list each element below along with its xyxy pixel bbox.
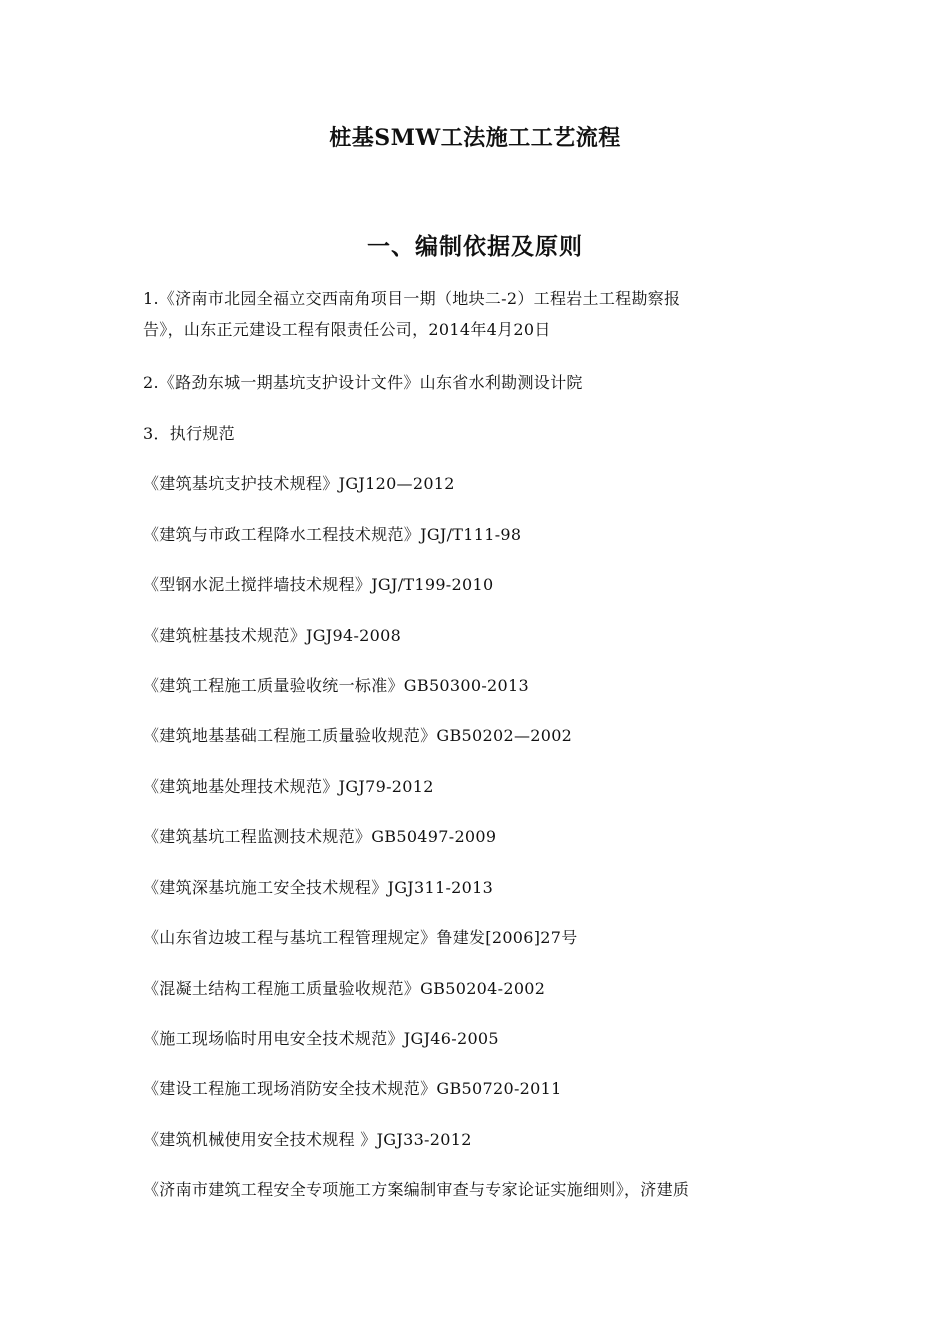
standard-item: 《建筑机械使用安全技术规程 》JGJ33-2012 (143, 1130, 472, 1149)
standard-item: 《济南市建筑工程安全专项施工方案编制审查与专家论证实施细则》，济建质 (143, 1180, 690, 1199)
standard-item: 《建筑深基坑施工安全技术规程》JGJ311-2013 (143, 878, 494, 897)
standard-item: 《建筑地基处理技术规范》JGJ79-2012 (143, 777, 434, 796)
standard-item: 《山东省边坡工程与基坑工程管理规定》鲁建发[2006]27号 (143, 928, 578, 947)
standard-item: 《建筑地基基础工程施工质量验收规范》GB50202—2002 (143, 726, 573, 745)
basis-item-1 (143, 283, 818, 345)
standard-item: 《建筑基坑支护技术规程》JGJ120—2012 (143, 474, 455, 493)
section-heading: 一、编制依据及原则 (367, 233, 583, 260)
basis-item-1-line-1: 1.《济南市北园全福立交西南角项目一期（地块二-2）工程岩土工程勘察报 (143, 289, 681, 308)
standard-item: 《建筑基坑工程监测技术规范》GB50497-2009 (143, 827, 497, 846)
basis-item-2: 2.《路劲东城一期基坑支护设计文件》山东省水利勘测设计院 (143, 373, 583, 392)
standard-item: 《型钢水泥土搅拌墙技术规程》JGJ/T199-2010 (143, 575, 494, 594)
standard-item: 《建筑工程施工质量验收统一标准》GB50300-2013 (143, 676, 529, 695)
standard-item: 《建设工程施工现场消防安全技术规范》GB50720-2011 (143, 1079, 562, 1098)
standard-item: 《施工现场临时用电安全技术规范》JGJ46-2005 (143, 1029, 499, 1048)
document-title: 桩基SMW工法施工工艺流程 (329, 125, 621, 151)
basis-item-3: 3．执行规范 (143, 424, 235, 443)
standard-item: 《建筑桩基技术规范》JGJ94-2008 (143, 626, 402, 645)
standard-item: 《混凝土结构工程施工质量验收规范》GB50204-2002 (143, 979, 546, 998)
basis-item-1-line-2: 告》，山东正元建设工程有限责任公司，2014年4月20日 (143, 320, 551, 339)
standard-item: 《建筑与市政工程降水工程技术规范》JGJ/T111-98 (143, 525, 522, 544)
